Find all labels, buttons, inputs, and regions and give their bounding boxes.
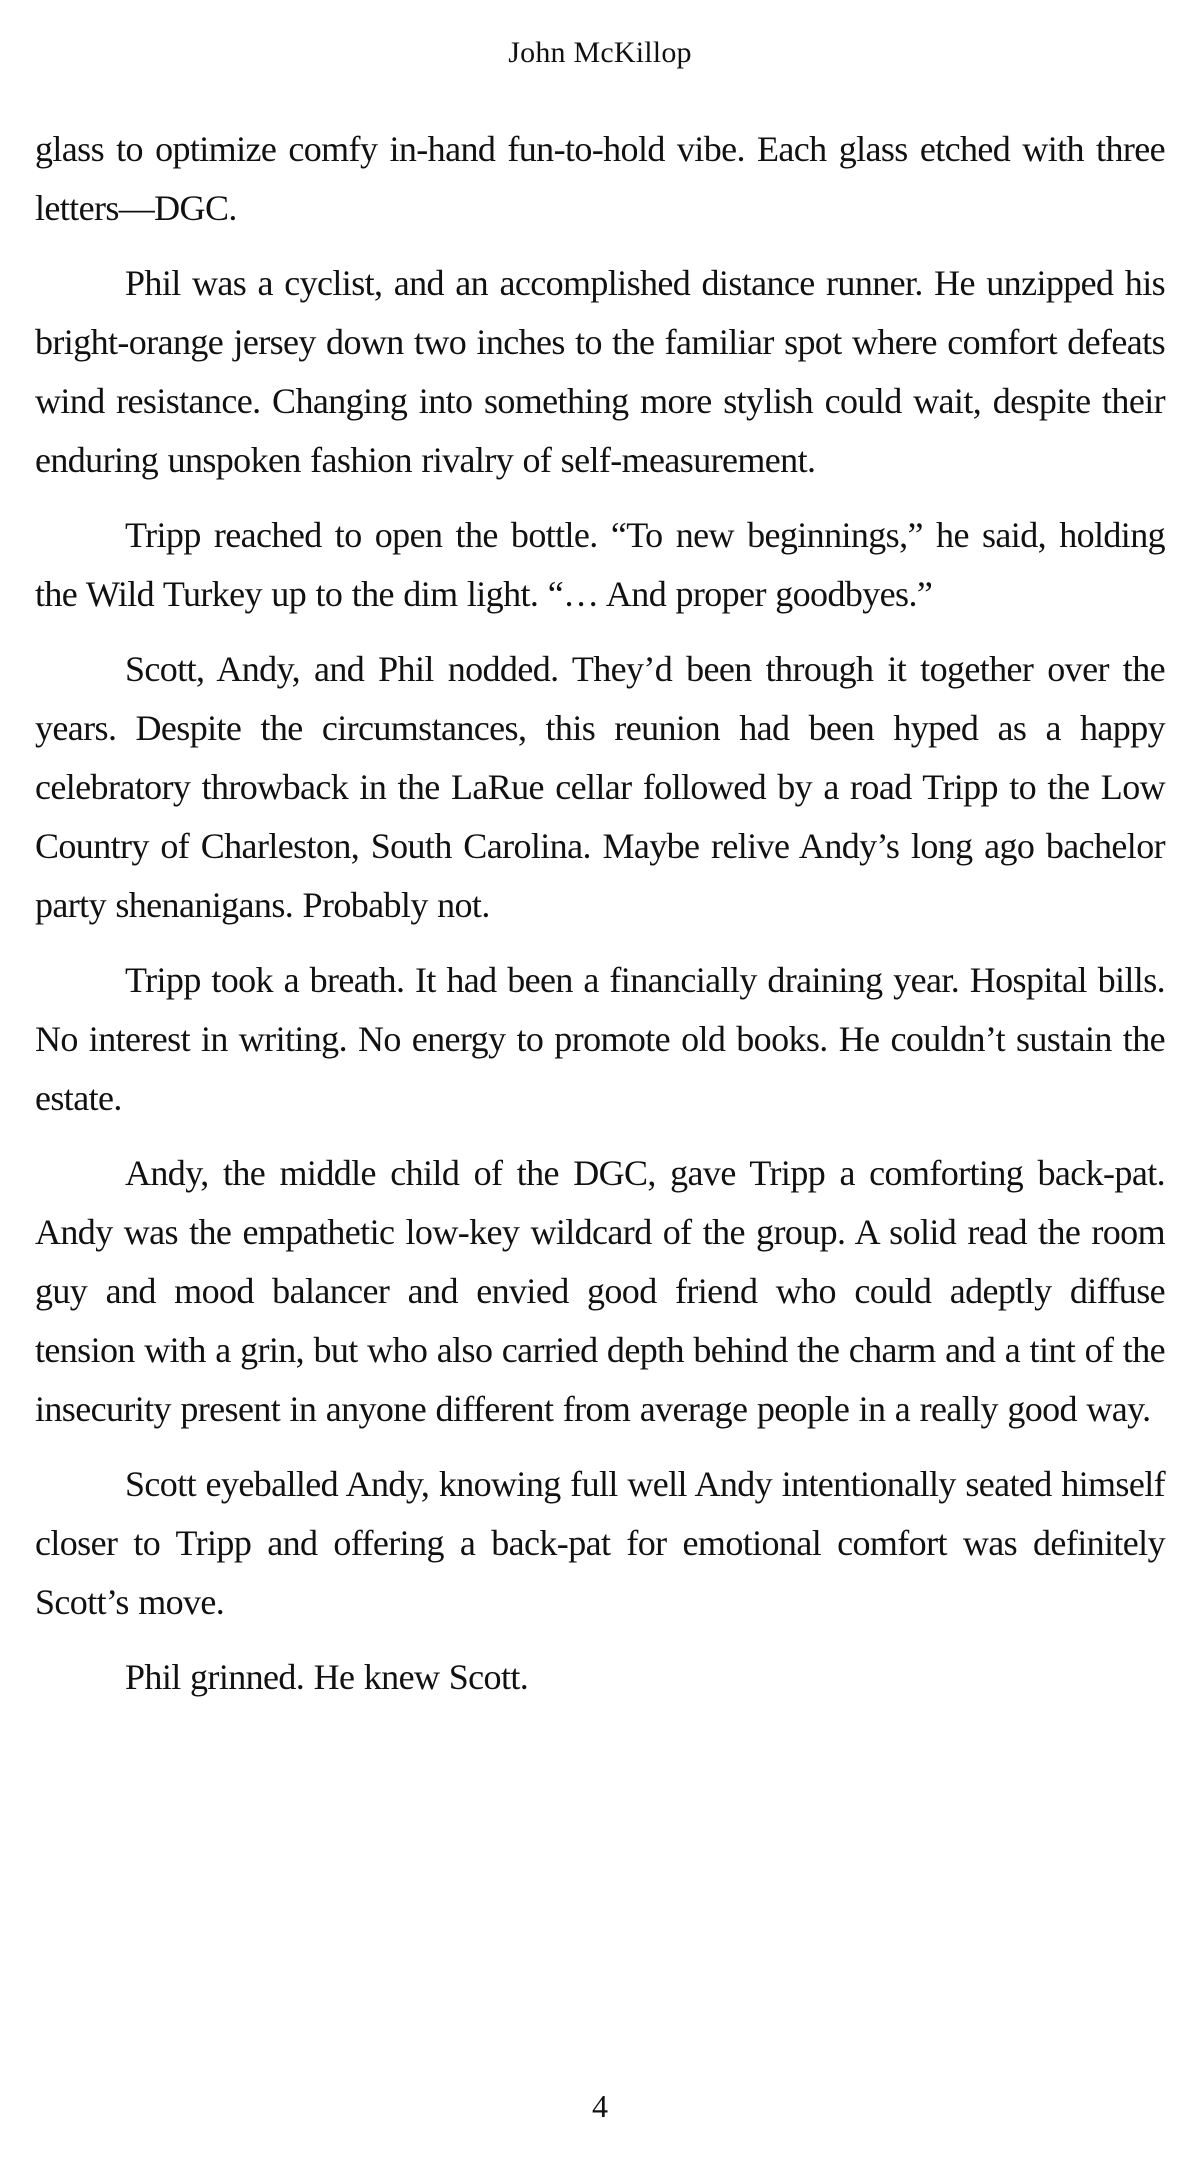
paragraph: Andy, the middle child of the DGC, gave Tripp a comforting back-pat. Andy was the empathetic low-key wildcard of the group. A solid read the room guy and mood balancer and envied good friend who could adeptly diffuse tension with a grin, but who also carried depth behind the charm and a tint of the insecurity present in anyone different from average people in a really good way. (35, 1153, 1165, 1429)
paragraph-continuation: glass to optimize comfy in-hand fun-to-hold vibe. Each glass etched with three letters—DGC. (35, 129, 1165, 228)
paragraph: Scott, Andy, and Phil nodded. They’d been through it together over the years. Despite the circumstances, this reunion had been hyped as a happy celebratory throwback in the LaRue cellar followed by a road Tripp to the Low Country of Charleston, South Carolina. Maybe relive Andy’s long ago bachelor party shenanigans. Probably not. (35, 649, 1165, 925)
page-body (35, 120, 1165, 1723)
page-number: 4 (592, 2088, 608, 2124)
paragraph: Phil grinned. He knew Scott. (125, 1657, 529, 1697)
paragraph: Phil was a cyclist, and an accomplished distance runner. He unzipped his bright-orange jersey down two inches to the familiar spot where comfort defeats wind resistance. Changing into something more stylish could wait, despite their enduring unspoken fashion rivalry of self-measurement. (35, 263, 1165, 480)
paragraph: Scott eyeballed Andy, knowing full well Andy intentionally seated himself closer to Tripp and offering a back-pat for emotional comfort was definitely Scott’s move. (35, 1464, 1165, 1622)
paragraph: Tripp took a breath. It had been a financially draining year. Hospital bills. No interest in writing. No energy to promote old books. He couldn’t sustain the estate. (35, 960, 1165, 1118)
running-head-author: John McKillop (508, 36, 692, 69)
paragraph: Tripp reached to open the bottle. “To new beginnings,” he said, holding the Wild Turkey up to the dim light. “… And proper goodbyes.” (35, 515, 1165, 614)
